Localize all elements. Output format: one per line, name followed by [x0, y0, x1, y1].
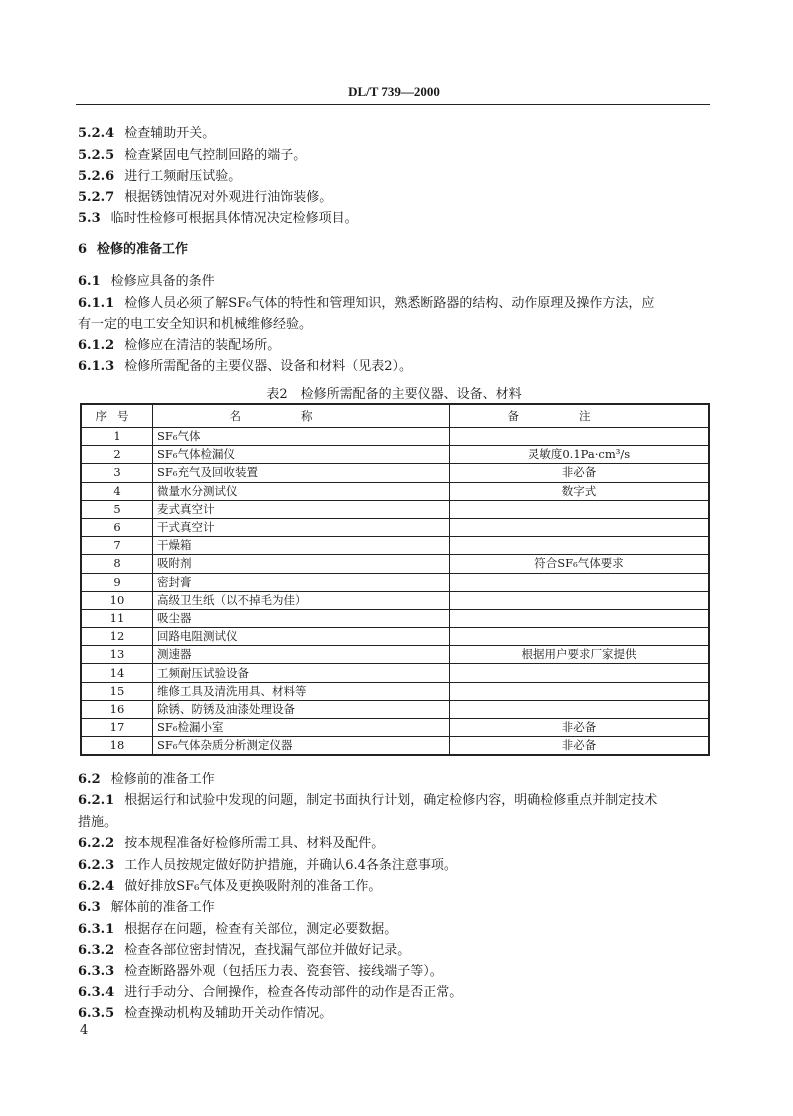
row-number: 17: [81, 719, 153, 737]
row-name: SF₆气体检漏仪: [153, 446, 450, 464]
row-name: 高级卫生纸（以不掉毛为佳）: [153, 591, 450, 609]
table-row: [81, 482, 709, 500]
clause-5-3: 5.3 临时性检修可根据具体情况决定检修项目。: [78, 211, 358, 226]
document-code-header: DL/T 739—2000: [348, 84, 440, 99]
clause-6-2-2: 6.2.2 按本规程准备好检修所需工具、材料及配件。: [78, 836, 385, 851]
row-note: 非必备: [450, 464, 710, 482]
row-name: SF₆气体杂质分析测定仪器: [153, 737, 450, 756]
table-row: [81, 609, 709, 627]
row-name: SF₆气体: [153, 428, 450, 446]
row-note: [450, 609, 710, 627]
clause-6-2: 6.2 检修前的准备工作: [78, 772, 215, 787]
clause-6-2-1-continued: 措施。: [78, 815, 118, 830]
row-note: 根据用户要求厂家提供: [450, 646, 710, 664]
clause-6-1-1: 6.1.1 检修人员必须了解SF₆气体的特性和管理知识，熟悉断路器的结构、动作原理及操作方法，应: [78, 296, 655, 311]
clause-6-3: 6.3 解体前的准备工作: [78, 900, 215, 915]
table-row: [81, 500, 709, 518]
section-6-title: 6 检修的准备工作: [78, 242, 189, 257]
table-caption: 表2 检修所需配备的主要仪器、设备、材料: [266, 387, 522, 402]
row-note: [450, 664, 710, 682]
row-note: [450, 500, 710, 518]
table-row: [81, 573, 709, 591]
row-name: 维修工具及清洗用具、材料等: [153, 682, 450, 700]
row-number: 5: [81, 500, 153, 518]
row-note: [450, 591, 710, 609]
clause-6-2-3: 6.2.3 工作人员按规定做好防护措施，并确认6.4各条注意事项。: [78, 858, 457, 873]
row-name: 麦式真空计: [153, 500, 450, 518]
row-number: 8: [81, 555, 153, 573]
row-number: 6: [81, 518, 153, 536]
clause-6-3-3: 6.3.3 检查断路器外观（包括压力表、瓷套管、接线端子等）。: [78, 964, 443, 979]
clause-6-1-3: 6.1.3 检修所需配备的主要仪器、设备和材料（见表2）。: [78, 359, 412, 374]
row-note: [450, 537, 710, 555]
row-name: 吸尘器: [153, 609, 450, 627]
row-number: 15: [81, 682, 153, 700]
row-note: [450, 682, 710, 700]
row-number: 9: [81, 573, 153, 591]
table-header-row: [81, 404, 709, 428]
row-number: 16: [81, 700, 153, 718]
row-name: 微量水分测试仪: [153, 482, 450, 500]
header-name: 名称: [153, 404, 450, 428]
clause-5-2-5: 5.2.5 检查紧固电气控制回路的端子。: [78, 148, 307, 163]
table-row: [81, 646, 709, 664]
row-note: 非必备: [450, 737, 710, 756]
table-row: [81, 464, 709, 482]
table-row: [81, 537, 709, 555]
row-note: [450, 573, 710, 591]
row-name: 干式真空计: [153, 518, 450, 536]
table-row: [81, 446, 709, 464]
row-note: 符合SF₆气体要求: [450, 555, 710, 573]
clause-5-2-7: 5.2.7 根据锈蚀情况对外观进行油饰装修。: [78, 190, 333, 205]
row-number: 13: [81, 646, 153, 664]
clause-6-1-1-continued: 有一定的电工安全知识和机械维修经验。: [78, 317, 313, 332]
row-note: [450, 628, 710, 646]
row-number: 4: [81, 482, 153, 500]
clause-5-2-4: 5.2.4 检查辅助开关。: [78, 126, 216, 141]
row-note: 灵敏度0.1Pa·cm³/s: [450, 446, 710, 464]
row-name: 干燥箱: [153, 537, 450, 555]
row-name: SF₆检漏小室: [153, 719, 450, 737]
clause-6-2-4: 6.2.4 做好排放SF₆气体及更换吸附剂的准备工作。: [78, 879, 382, 894]
clause-5-2-6: 5.2.6 进行工频耐压试验。: [78, 169, 242, 184]
clause-6-3-5: 6.3.5 检查操动机构及辅助开关动作情况。: [78, 1006, 333, 1021]
table-row: [81, 737, 709, 756]
clause-6-1: 6.1 检修应具备的条件: [78, 274, 215, 289]
row-number: 14: [81, 664, 153, 682]
table-row: [81, 591, 709, 609]
row-note: 非必备: [450, 719, 710, 737]
row-note: [450, 518, 710, 536]
page-number: 4: [80, 1023, 89, 1038]
row-name: 密封膏: [153, 573, 450, 591]
row-number: 11: [81, 609, 153, 627]
row-number: 7: [81, 537, 153, 555]
table-row: [81, 719, 709, 737]
row-number: 1: [81, 428, 153, 446]
table-row: [81, 428, 709, 446]
row-number: 3: [81, 464, 153, 482]
row-name: SF₆充气及回收装置: [153, 464, 450, 482]
row-name: 除锈、防锈及油漆处理设备: [153, 700, 450, 718]
clause-6-3-4: 6.3.4 进行手动分、合闸操作，检查各传动部件的动作是否正常。: [78, 985, 463, 1000]
table-row: [81, 555, 709, 573]
row-name: 工频耐压试验设备: [153, 664, 450, 682]
row-number: 2: [81, 446, 153, 464]
row-name: 测速器: [153, 646, 450, 664]
table-row: [81, 518, 709, 536]
header-rule: [76, 104, 710, 105]
row-number: 18: [81, 737, 153, 756]
clause-6-1-2: 6.1.2 检修应在清洁的装配场所。: [78, 338, 281, 353]
row-note: [450, 700, 710, 718]
table-row: [81, 664, 709, 682]
equipment-table: [80, 403, 710, 756]
header-note: 备注: [450, 404, 710, 428]
row-number: 12: [81, 628, 153, 646]
clause-6-3-2: 6.3.2 检查各部位密封情况，查找漏气部位并做好记录。: [78, 943, 411, 958]
clause-6-2-1: 6.2.1 根据运行和试验中发现的问题，制定书面执行计划，确定检修内容，明确检修重点并制定技术: [78, 793, 658, 808]
row-name: 吸附剂: [153, 555, 450, 573]
row-number: 10: [81, 591, 153, 609]
table-row: [81, 700, 709, 718]
row-note: 数字式: [450, 482, 710, 500]
row-note: [450, 428, 710, 446]
row-name: 回路电阻测试仪: [153, 628, 450, 646]
header-no: 序号: [81, 404, 153, 428]
clause-6-3-1: 6.3.1 根据存在问题，检查有关部位，测定必要数据。: [78, 922, 398, 937]
table-row: [81, 628, 709, 646]
table-row: [81, 682, 709, 700]
